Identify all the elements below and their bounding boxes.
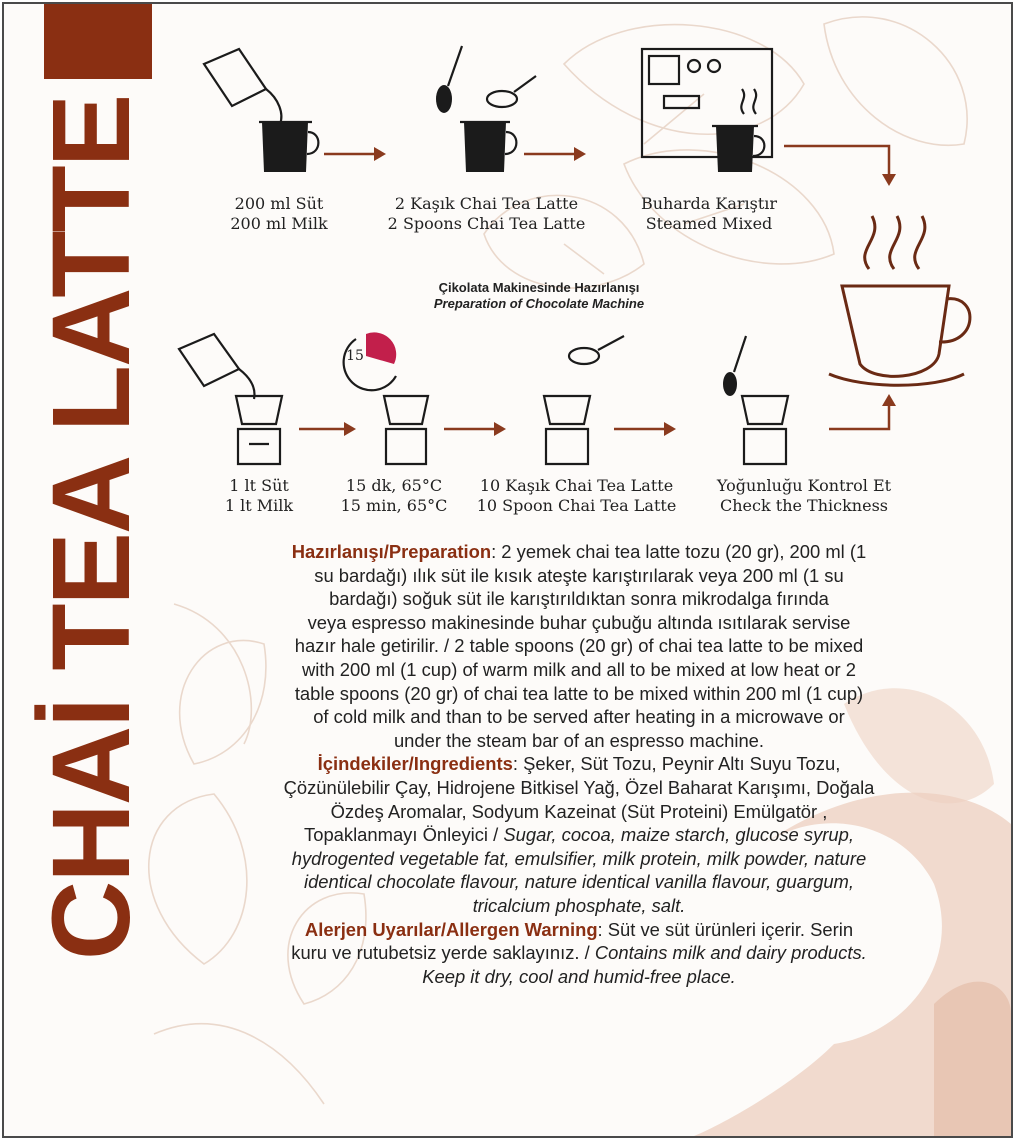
timer-value: 15: [346, 348, 364, 364]
espresso-machine-icon: [642, 49, 772, 172]
step-bottom-4-label: Yoğunluğu Kontrol Et Check the Thickness: [716, 476, 892, 515]
pitcher-pour-icon-2: [179, 334, 254, 399]
ingredients-heading: İçindekiler/Ingredients: [317, 753, 513, 775]
spoon-stir-icon: [436, 46, 536, 172]
chocolate-machine-icon-2: [544, 336, 624, 464]
pitcher-pour-icon: [204, 49, 318, 172]
chocolate-machine-icon-3: [723, 336, 788, 464]
chocolate-machine-icon-1: [236, 396, 282, 464]
preparation-icons: [4, 4, 1011, 544]
step-bottom-1-label: 1 lt Süt 1 lt Milk: [224, 476, 294, 515]
step-top-1-label: 200 ml Süt 200 ml Milk: [230, 194, 328, 233]
allergen-paragraph: Alerjen Uyarılar/Allergen Warning: Süt ve süt ürünleri içerir. Serin kuru ve rutubetsiz yerde saklayınız. / Contains milk and dairy products. Keep it dry, cool and humid-free place.: [291, 918, 867, 987]
product-title: CHAİ TEA LATTE: [30, 95, 153, 961]
step-bottom-2-label: 15 dk, 65°C 15 min, 65°C: [340, 476, 448, 515]
preparation-heading: Hazırlanışı/Preparation: [291, 541, 492, 562]
coffee-cup-icon: [829, 216, 970, 385]
preparation-paragraph: Hazırlanışı/Preparation: 2 yemek chai tea latte tozu (20 gr), 200 ml (1 su bardağı) ılık süt ile kısık ateşte karıştırılarak veya 200 ml (1 su bardağı) soğuk süt ile karıştırıldıktan sonra mikrodalga fırında veya espresso makinesinde buhar çubuğu altında ısıtılarak servise hazır hale getirilir. / 2 table spoons (20 gr) of chai tea latte to be mixed with 200 ml (1 cup) of warm milk and all to be mixed at low heat or 2 table spoons (20 gr) of chai tea latte to be mixed within 200 ml (1 cup) of cold milk and than to be served after heating in a microwave or under the steam bar of an espresso machine.: [291, 541, 867, 751]
allergen-heading: Alerjen Uyarılar/Allergen Warning: [304, 918, 598, 940]
step-top-2-label: 2 Kaşık Chai Tea Latte 2 Spoons Chai Tea Latte: [387, 194, 586, 233]
info-text-block: [164, 540, 994, 988]
ingredients-paragraph: İçindekiler/Ingredients: Şeker, Süt Tozu, Peynir Altı Suyu Tozu, Çözünülebilir Çay, Hidrojene Bitkisel Yağ, Özel Baharat Karışımı, Doğala Özdeş Aromalar, Sodyum Kazeinat (Süt Proteini) Emülgatör , Topaklanmayı Önleyici / Sugar, cocoa, maize starch, glucose syrup, hydrogented vegetable fat, emulsifier, milk protein, milk powder, nature identical chocolate flavour, nature identical vanilla flavour, guargum, tricalcium phosphate, salt.: [283, 753, 875, 916]
step-bottom-3-label: 10 Kaşık Chai Tea Latte 10 Spoon Chai Tea Latte: [476, 476, 677, 515]
label-panel: [2, 2, 1013, 1138]
machine-section-title-tr: Çikolata Makinesinde Hazırlanışı: [438, 280, 640, 295]
machine-section-title-en: Preparation of Chocolate Machine: [433, 296, 645, 311]
step-top-3-label: Buharda Karıştır Steamed Mixed: [640, 194, 778, 233]
